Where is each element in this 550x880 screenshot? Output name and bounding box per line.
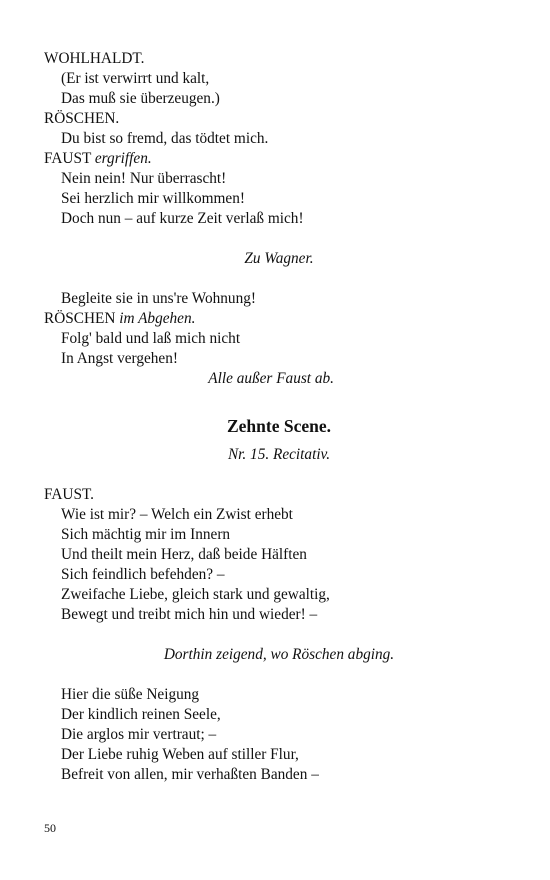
speaker-faust: FAUST. [44, 486, 95, 503]
scene-subtitle: Nr. 15. Recitativ. [227, 446, 331, 463]
speaker-wohlhaldt: WOHLHALDT. [44, 50, 145, 67]
speaker-direction: im Abgehen. [119, 310, 196, 327]
verse-line: Du bist so fremd, das tödtet mich. [61, 130, 269, 147]
verse-line: Doch nun – auf kurze Zeit verlaß mich! [61, 210, 304, 227]
speaker-name: FAUST [44, 150, 92, 167]
speaker-direction: ergriffen. [94, 150, 152, 167]
spacer [44, 269, 514, 289]
stage-direction: Alle außer Faust ab. [208, 370, 334, 387]
speaker-name: RÖSCHEN [44, 310, 116, 327]
verse-line: (Er ist verwirrt und kalt, [61, 70, 210, 87]
verse-line: Nein nein! Nur überrascht! [61, 170, 227, 187]
verse-line: Bewegt und treibt mich hin und wieder! – [61, 606, 318, 623]
verse-line: Der kindlich reinen Seele, [61, 706, 221, 723]
verse-line: Befreit von allen, mir verhaßten Banden – [61, 766, 319, 783]
verse-line: Und theilt mein Herz, daß beide Hälften [61, 546, 307, 563]
verse-line: Wie ist mir? – Welch ein Zwist erhebt [61, 506, 293, 523]
speaker-roeschen: RÖSCHEN. [44, 110, 120, 127]
spacer [44, 625, 514, 645]
stage-direction: Dorthin zeigend, wo Röschen abging. [163, 646, 395, 663]
verse-line: Begleite sie in uns're Wohnung! [61, 290, 256, 307]
verse-line: In Angst vergehen! [61, 350, 178, 367]
verse-line: Der Liebe ruhig Weben auf stiller Flur, [61, 746, 299, 763]
spacer [44, 465, 514, 485]
stage-direction: Zu Wagner. [244, 250, 314, 267]
verse-line: Zweifache Liebe, gleich stark und gewaltig, [61, 586, 330, 603]
page-number: 50 [44, 821, 56, 835]
verse-line: Sei herzlich mir willkommen! [61, 190, 245, 207]
verse-line: Sich mächtig mir im Innern [61, 526, 231, 543]
verse-line: Die arglos mir vertraut; – [61, 726, 217, 743]
spacer [44, 389, 514, 411]
spacer [44, 229, 514, 249]
play-text [44, 49, 514, 785]
verse-line: Folg' bald und laß mich nicht [61, 330, 241, 347]
verse-line: Das muß sie überzeugen.) [61, 90, 220, 107]
scene-title: Zehnte Scene. [226, 416, 332, 436]
verse-line: Sich feindlich befehden? – [61, 566, 225, 583]
spacer [44, 665, 514, 685]
verse-line: Hier die süße Neigung [61, 686, 200, 703]
speaker-roeschen [44, 309, 514, 329]
speaker-faust [44, 149, 514, 169]
